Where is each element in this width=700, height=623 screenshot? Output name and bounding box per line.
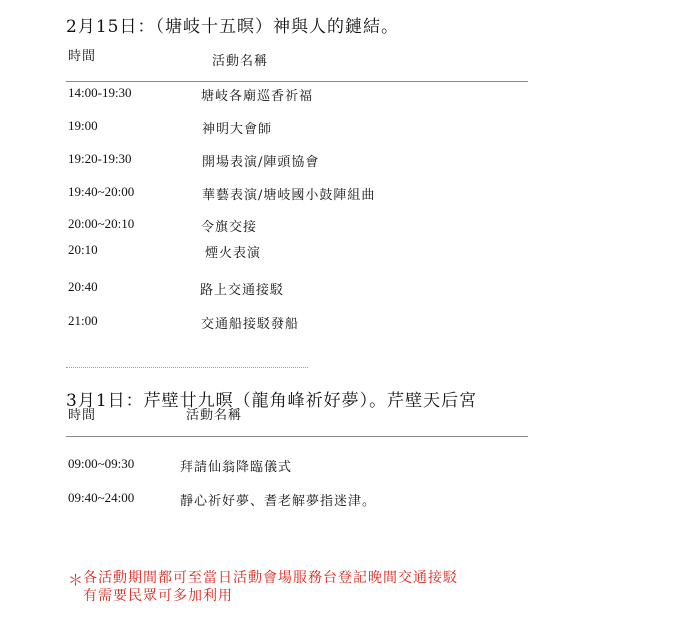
section2-title: 3月1日：芹壁廿九暝（龍角峰祈好夢）。芹壁天后宮: [66, 391, 478, 411]
schedule-event: 華藝表演/塘岐國小鼓陣組曲: [202, 188, 376, 203]
asterisk-icon: ＊: [68, 571, 84, 589]
schedule-event: 令旗交接: [201, 220, 258, 235]
schedule-time: 19:40~20:00: [68, 184, 135, 199]
schedule-time: 14:00-19:30: [68, 85, 132, 100]
section1-col-event: 活動名稱: [212, 54, 269, 69]
schedule-event: 開場表演/陣頭協會: [202, 155, 320, 170]
section1-title: 2月15日：（塘岐十五暝）神與人的鏈結。: [66, 17, 399, 37]
section2-header-rule: [66, 436, 528, 437]
schedule-time: 19:00: [68, 118, 98, 133]
section-divider: [66, 367, 308, 368]
note-line-1: 各活動期間都可至當日活動會場服務台登記晚間交通接駁: [83, 570, 458, 586]
schedule-event: 靜心祈好夢、耆老解夢指迷津。: [180, 494, 377, 509]
note-line-2: 有需要民眾可多加利用: [83, 588, 233, 604]
schedule-time: 20:10: [68, 242, 98, 257]
section1-col-time: 時間: [68, 49, 97, 64]
section2-col-event: 活動名稱: [186, 408, 243, 423]
schedule-event: 塘岐各廟巡香祈福: [201, 89, 314, 104]
schedule-event: 路上交通接駁: [200, 283, 285, 298]
schedule-event: 交通船接駁發船: [201, 317, 300, 332]
section1-header-rule: [66, 81, 528, 82]
schedule-time: 09:40~24:00: [68, 490, 135, 505]
schedule-time: 21:00: [68, 313, 98, 328]
schedule-event: 拜請仙翁降臨儀式: [180, 460, 293, 475]
schedule-event: 神明大會師: [202, 122, 273, 137]
schedule-time: 20:40: [68, 279, 98, 294]
schedule-time: 09:00~09:30: [68, 456, 135, 471]
schedule-time: 20:00~20:10: [68, 216, 135, 231]
section2-col-time: 時間: [68, 408, 97, 423]
schedule-event: 煙火表演: [205, 246, 262, 261]
schedule-time: 19:20-19:30: [68, 151, 132, 166]
